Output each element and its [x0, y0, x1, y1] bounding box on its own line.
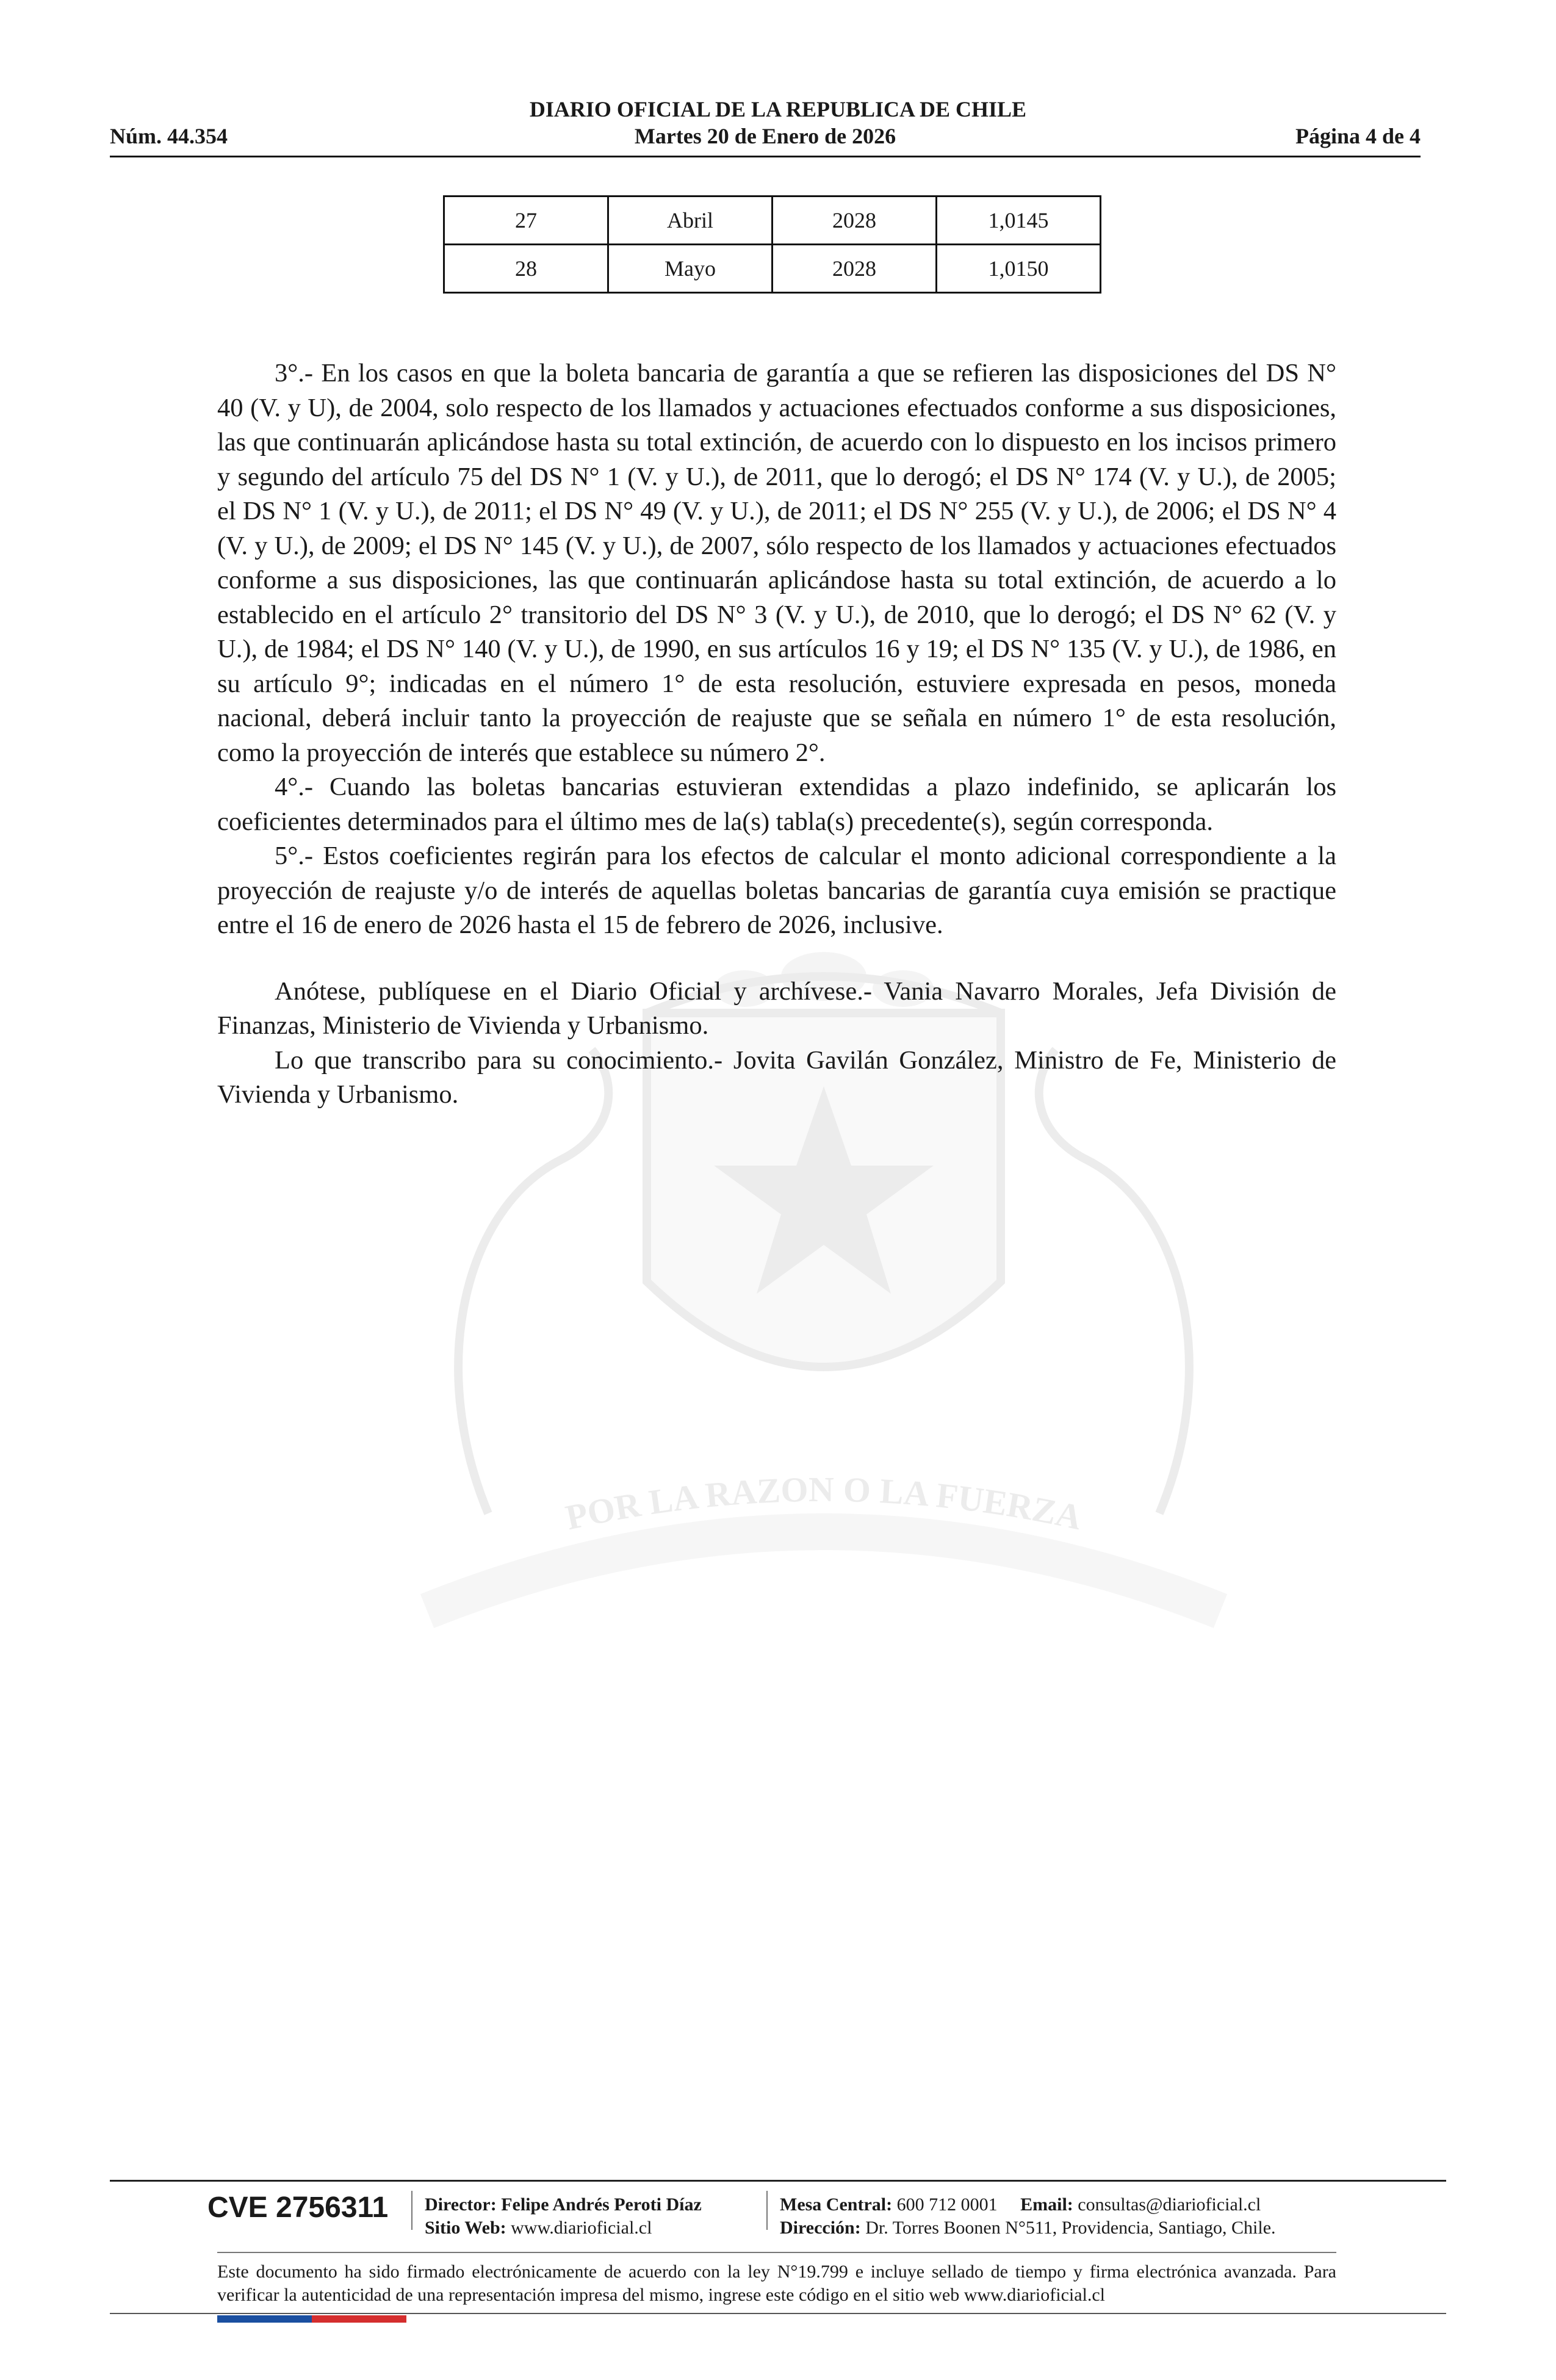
table-cell: 1,0150: [937, 245, 1101, 293]
director-name: Felipe Andrés Peroti Díaz: [501, 2194, 702, 2215]
resolution-body: [217, 356, 1336, 1112]
email-label: Email:: [1020, 2194, 1073, 2215]
contact-info: [780, 2193, 1276, 2240]
footer-separator: [411, 2191, 412, 2230]
table-row: [444, 245, 1101, 293]
email-link[interactable]: consultas@diarioficial.cl: [1078, 2194, 1261, 2215]
paragraph-4: 4°.- Cuando las boletas bancarias estuvieran extendidas a plazo indefinido, se aplicarán los coeficientes determinados para el último mes de la(s) tabla(s) precedente(s), según corresponda.: [217, 773, 1336, 836]
coefficients-table: [443, 195, 1101, 294]
watermark-motto: POR LA RAZON O LA FUERZA: [562, 1469, 1086, 1538]
flag-red-band: [312, 2315, 406, 2323]
paragraph-3: 3°.- En los casos en que la boleta bancaria de garantía a que se refieren las disposiciones del DS N° 40 (V. y U), de 2004, solo respecto de los llamados y actuaciones efectuados conforme a sus disposiciones, las que continuarán aplicándose hasta su total extinción, de acuerdo con lo dispuesto en los incisos primero y segundo del artículo 75 del DS N° 1 (V. y U.), de 2011, que lo derogó; el DS N° 174 (V. y U.), de 2005; el DS N° 1 (V. y U.), de 2011; el DS N° 49 (V. y U.), de 2011; el DS N° 255 (V. y U.), de 2006; el DS N° 4 (V. y U.), de 2009; el DS N° 145 (V. y U.), de 2007, sólo respecto de los llamados y actuaciones efectuados conforme a sus disposiciones, las que continuarán aplicándose hasta su total extinción, de acuerdo a lo establecido en el artículo 2° transitorio del DS N° 3 (V. y U.), de 2010, que lo derogó; el DS N° 62 (V. y U.), de 1984; el DS N° 140 (V. y U.), de 1990, en sus artículos 16 y 19; el DS N° 135 (V. y U.), de 1986, en su artículo 9°; indicadas en el número 1° de esta resolución, estuviere expresada en pesos, moneda nacional, deberá incluir tanto la proyección de reajuste que se señala en número 1° de esta resolución, como la proyección de interés que establece su número 2°.: [217, 359, 1336, 767]
footer-inner-divider: [217, 2252, 1336, 2253]
closing-transcription: Lo que transcribo para su conocimiento.- Jovita Gavilán González, Ministro de Fe, Ministerio de Vivienda y Urbanismo.: [217, 1045, 1336, 1109]
closing-signature: Anótese, publíquese en el Diario Oficial y archívese.- Vania Navarro Morales, Jefa División de Finanzas, Ministerio de Vivienda y Urbanismo.: [217, 976, 1336, 1040]
page-header: [110, 123, 1421, 150]
table-row: [444, 197, 1101, 245]
footer-bottom-divider: [110, 2313, 1446, 2314]
page-indicator: Página 4 de 4: [1295, 124, 1421, 148]
flag-stripe: [217, 2315, 406, 2323]
website-link[interactable]: www.diarioficial.cl: [511, 2218, 652, 2238]
newspaper-title: DIARIO OFICIAL DE LA REPUBLICA DE CHILE: [529, 97, 1027, 121]
address-text: Dr. Torres Boonen N°511, Providencia, Santiago, Chile.: [865, 2218, 1276, 2238]
header-divider: [110, 156, 1421, 157]
footer-separator: [766, 2191, 768, 2230]
table-cell: 2028: [773, 197, 937, 245]
issue-number: Núm. 44.354: [110, 124, 228, 148]
table-cell: 2028: [773, 245, 937, 293]
cve-code: CVE 2756311: [207, 2191, 389, 2224]
address-label: Dirección:: [780, 2218, 861, 2238]
flag-blue-band: [217, 2315, 312, 2323]
website-label: Sitio Web:: [425, 2218, 506, 2238]
issue-date: Martes 20 de Enero de 2026: [634, 124, 896, 148]
legal-notice: Este documento ha sido firmado electrónicamente de acuerdo con la ley N°19.799 e incluye sellado de tiempo y firma electrónica avanzada. Para verificar la autenticidad de una representación impresa del mismo, ingrese este código en el sitio web www.diarioficial.cl: [217, 2262, 1336, 2305]
table-cell: Mayo: [608, 245, 773, 293]
table-cell: Abril: [608, 197, 773, 245]
footer-divider: [110, 2180, 1446, 2182]
paragraph-5: 5°.- Estos coeficientes regirán para los efectos de calcular el monto adicional correspondiente a la proyección de reajuste y/o de interés de aquellas boletas bancarias de garantía cuya emisión se practique entre el 16 de enero de 2026 hasta el 15 de febrero de 2026, inclusive.: [217, 842, 1336, 939]
phone-label: Mesa Central:: [780, 2194, 893, 2215]
table-cell: 28: [444, 245, 608, 293]
table-cell: 1,0145: [937, 197, 1101, 245]
table-cell: 27: [444, 197, 608, 245]
director-label: Director:: [425, 2194, 497, 2215]
director-info: [425, 2193, 702, 2240]
phone-number: 600 712 0001: [896, 2194, 998, 2215]
